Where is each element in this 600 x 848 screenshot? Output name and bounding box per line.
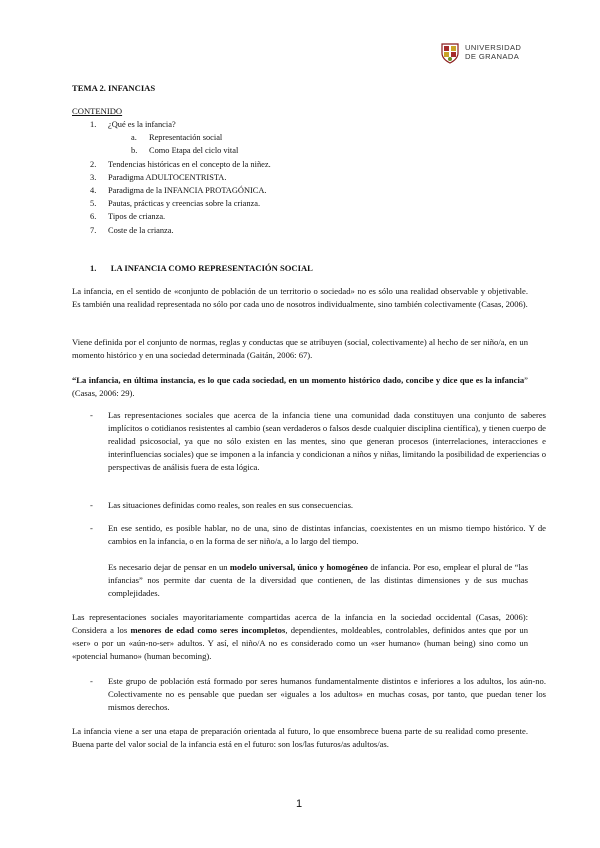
contents-subitem-letter: b. [131, 146, 138, 156]
bullet-text: Las representaciones sociales que acerca de la infancia tiene una comunidad dada constituyen una conjunto de saberes implícitos o cotidianos resistentes al cambio (sean verdaderos o falsos desde cualquier disciplina científica), y tienen cuerpo de realidad psicosocial, ya que no sólo existen en las mentes, sino que generan procesos (interrelaciones, interacciones e interinfluencias sociales) que se imponen a la infancia y condicionan a niños y niñas, limitando la posibilidad de experiencias o perspectivas de análisis fuera de esta lógica. [108, 410, 546, 473]
contents-item-text: Pautas, prácticas y creencias sobre la crianza. [108, 199, 261, 209]
paragraph-text: , dependientes, moldeables, controlables, definidos antes que por un «ser» o por un «aún-no-ser» adultos. Y así, el niño/A no es considerado como un «ser humano» (human being) sino como un «potencial humano» (human becoming). [72, 625, 529, 662]
contents-item-text: Paradigma de la INFANCIA PROTAGÓNICA. [108, 186, 267, 196]
contents-item [90, 197, 271, 210]
logo-wordmark [465, 43, 521, 61]
contents-item-text: Tipos de crianza. [108, 212, 166, 222]
bullet-text: En ese sentido, es posible hablar, no de una, sino de distintas infancias, coexistentes en un mismo tiempo histórico. Y de cambios en la infancia, o en la forma de ser niño/a, a lo largo del tiempo. [108, 523, 546, 547]
contents-item-text: ¿Qué es la infancia? [108, 120, 176, 129]
contents-item-number: 4. [90, 186, 97, 196]
paragraph-text: Las representaciones sociales mayoritariamente compartidas acerca de la infancia en la sociedad occidental (Casas, 2006): Considera a los [72, 612, 528, 636]
contents-heading: CONTENIDO [72, 106, 123, 116]
bullet-dash: - [90, 410, 93, 420]
contents-item-number: 3. [90, 172, 97, 182]
section-number: 1. [90, 263, 97, 273]
contents-subitem [131, 131, 271, 144]
contents-item [90, 210, 271, 223]
bullet-dash: - [90, 676, 93, 686]
contents-item-number: 1. [90, 120, 97, 129]
contents-item [90, 224, 271, 237]
contents-subitem-text: Representación social [149, 133, 223, 143]
contents-subitem [131, 144, 271, 157]
contents-subitem-letter: a. [131, 133, 137, 143]
contents-item-text: Paradigma ADULTOCENTRISTA. [108, 172, 227, 182]
bullet-dash: - [90, 500, 93, 510]
page-number: 1 [296, 798, 303, 810]
contents-item [90, 118, 271, 158]
quote-bold: “La infancia, en última instancia, es lo que cada sociedad, en un momento histórico dado, concibe y dice que es la infancia [72, 375, 525, 385]
crest-icon [440, 42, 460, 64]
document-title: TEMA 2. INFANCIAS [72, 83, 156, 93]
bullet-text: Las situaciones definidas como reales, son reales en sus consecuencias. [108, 500, 354, 510]
bullet-text: Este grupo de población está formado por seres humanos fundamentalmente distintos e inferiores a los adultos, los aún-no. Colectivamente no es pensable que puedan ser «iguales a los adultos» en muchas cosas, por tanto, que puedan tener los mismos derechos. [108, 676, 546, 713]
section-title: LA INFANCIA COMO REPRESENTACIÓN SOCIAL [110, 263, 313, 273]
contents-item [90, 158, 271, 171]
paragraph-future: La infancia viene a ser una etapa de preparación orientada al futuro, lo que ensombrece buena parte de su realidad como presente. Buena parte del valor social de la infancia está en el futuro: son los/las futuros/as adultos/as. [72, 726, 528, 750]
contents-item-number: 7. [90, 225, 97, 235]
quote-citation: ” (Casas, 2006: 29). [72, 375, 528, 399]
contents-item-text: Coste de la crianza. [108, 225, 174, 235]
bullet-dash: - [90, 523, 93, 533]
contents-subitem-text: Como Etapa del ciclo vital [149, 146, 239, 156]
contents-item-number: 6. [90, 212, 97, 222]
contents-item-number: 2. [90, 159, 97, 169]
contents-item [90, 184, 271, 197]
contents-item-number: 5. [90, 199, 97, 209]
paragraph-intro: La infancia, en el sentido de «conjunto de población de un territorio o sociedad» no es sólo una realidad observable y objetivable. Es también una realidad representada no sólo por cada uno de nosotros individualmente, sino también colectivamente (Casas, 2006). [72, 286, 528, 310]
bullet-continuation [108, 561, 528, 600]
paragraph-bold: menores de edad como seres incompletos [130, 625, 286, 636]
continuation-text: Es necesario dejar de pensar en un [108, 562, 230, 572]
logo-line-2: DE GRANADA [465, 52, 520, 61]
university-logo [440, 42, 550, 64]
contents-item [90, 171, 271, 184]
contents-sublist [108, 131, 271, 157]
section-heading [90, 262, 550, 275]
contents-list [90, 118, 271, 237]
continuation-bold: modelo universal, único y homogéneo [229, 562, 368, 572]
contents-item-text: Tendencias históricas en el concepto de la niñez. [108, 159, 271, 169]
continuation-text: de infancia. Por eso, emplear el plural de “las infancias” nos permite dar cuenta de la diversidad que contienen, de las distintas dimensiones y de sus muchas complejidades. [108, 562, 528, 599]
paragraph-definition: Viene definida por el conjunto de normas, reglas y conductas que se atribuyen (social, colectivamente) al hecho de ser niño/a, en un momento histórico y en una sociedad determinada (Gaitán, 2006: 67). [72, 337, 528, 361]
paragraph-representations [72, 611, 528, 663]
logo-line-1: UNIVERSIDAD [465, 43, 522, 52]
quote-paragraph [72, 374, 528, 400]
